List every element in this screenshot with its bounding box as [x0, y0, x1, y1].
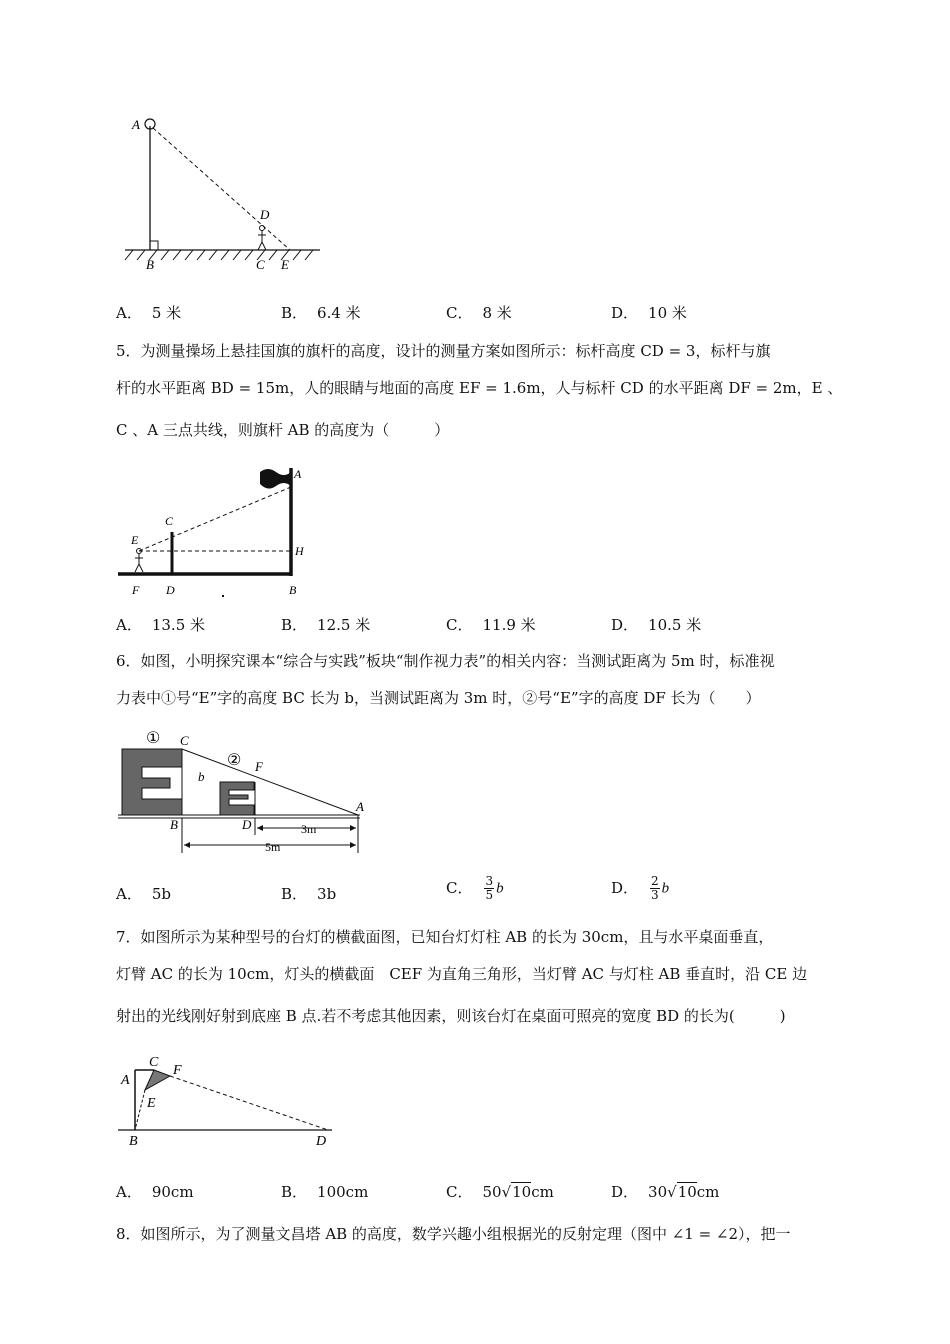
q6-label-c: C	[180, 733, 189, 748]
sqrt-icon: √	[667, 1183, 677, 1201]
q7-option-a[interactable]: A． 90cm	[116, 1183, 194, 1201]
q7-label-f: F	[173, 1063, 182, 1078]
q6-option-a[interactable]: A． 5b	[116, 885, 171, 903]
q4-option-a[interactable]: A． 5 米	[116, 304, 182, 322]
q7-label-c: C	[149, 1055, 159, 1070]
q5-line-3: C 、A 三点共线，则旗杆 AB 的高度为（ ）	[116, 421, 450, 439]
q5-line-1: 5．为测量操场上悬挂国旗的旗杆的高度，设计的测量方案如图所示：标杆高度 CD = 3，标杆与旗	[116, 342, 771, 360]
q4-label-c: C	[256, 257, 265, 272]
q6-label-d: D	[242, 817, 252, 832]
q5-option-c[interactable]: C． 11.9 米	[446, 616, 536, 634]
q5-label-b: B	[289, 583, 297, 597]
q7-label-a: A	[121, 1073, 130, 1088]
q6-label-5m: 5m	[265, 840, 281, 854]
q4-label-b: B	[146, 257, 154, 272]
q7-option-b[interactable]: B． 100cm	[281, 1183, 369, 1201]
q6-option-c[interactable]: C． $\frac{3}{5}$ b	[446, 874, 504, 902]
q5-label-f: F	[132, 583, 140, 597]
q7-line-1: 7．如图所示为某种型号的台灯的横截面图，已知台灯灯柱 AB 的长为 30cm，且与水平桌面垂直，	[116, 928, 774, 946]
q6-label-circle1: ①	[146, 730, 161, 747]
q6-line-2: 力表中①号“E”字的高度 BC 长为 b，当测试距离为 3m 时，②号“E”字的高度 DF 长为（ ）	[116, 689, 761, 707]
q4-option-c[interactable]: C． 8 米	[446, 304, 512, 322]
q6-fraction-d: $\frac{2}{3}$	[651, 874, 659, 902]
q4-label-a: A	[132, 117, 140, 132]
q4-label-d: D	[260, 207, 270, 222]
q7-label-d: D	[316, 1134, 327, 1149]
q7-label-e: E	[147, 1096, 156, 1111]
q7-line-2: 灯臂 AC 的长为 10cm，灯头的横截面 CEF 为直角三角形，当灯臂 AC 与灯柱 AB 垂直时，沿 CE 边	[116, 965, 808, 983]
q5-label-e: E	[131, 533, 139, 547]
q4-option-d[interactable]: D． 10 米	[611, 304, 687, 322]
q5-option-b[interactable]: B． 12.5 米	[281, 616, 371, 634]
q5-options	[116, 614, 836, 636]
q5-figure	[110, 460, 325, 605]
q5-label-h: H	[295, 544, 304, 558]
q6-label-f: F	[255, 759, 263, 774]
q5-label-d: D	[166, 583, 175, 597]
q7-label-b: B	[129, 1134, 138, 1149]
q7-option-c[interactable]: C． 50√10cm	[446, 1183, 554, 1201]
q6-label-3m: 3m	[301, 822, 317, 836]
q4-label-e: E	[281, 257, 289, 272]
q7-option-d[interactable]: D． 30√10cm	[611, 1183, 720, 1201]
q6-label-a: A	[356, 799, 364, 814]
q6-figure	[110, 725, 370, 855]
q5-label-a: A	[294, 467, 302, 481]
q5-line-2: 杆的水平距离 BD = 15m，人的眼睛与地面的高度 EF = 1.6m，人与标杆 CD 的水平距离 DF = 2m，E 、	[116, 379, 843, 397]
q6-option-d[interactable]: D． $\frac{2}{3}$ b	[611, 874, 670, 902]
q8-line-1: 8．如图所示，为了测量文昌塔 AB 的高度，数学兴趣小组根据光的反射定理（图中 ∠1 = ∠2），把一	[116, 1225, 791, 1243]
q6-label-bpt: B	[170, 817, 178, 832]
q6-options	[116, 875, 836, 915]
q4-option-b[interactable]: B． 6.4 米	[281, 304, 361, 322]
q6-label-b: b	[198, 769, 205, 784]
q6-fraction-c: $\frac{3}{5}$	[485, 874, 494, 902]
q5-option-a[interactable]: A． 13.5 米	[116, 616, 206, 634]
q5-option-d[interactable]: D． 10.5 米	[611, 616, 702, 634]
q4-options	[116, 302, 836, 324]
q5-label-c: C	[165, 514, 174, 528]
q7-options	[116, 1181, 836, 1203]
sqrt-icon: √	[501, 1183, 512, 1201]
q6-line-1: 6．如图，小明探究课本“综合与实践”板块“制作视力表”的相关内容：当测试距离为 5m 时，标准视	[116, 652, 775, 670]
q7-line-3: 射出的光线刚好射到底座 B 点.若不考虑其他因素，则该台灯在桌面可照亮的宽度 BD 的长为( )	[116, 1007, 786, 1025]
q7-figure	[110, 1050, 350, 1150]
q4-figure	[115, 110, 325, 275]
q6-label-circle2: ②	[227, 752, 242, 769]
q6-option-b[interactable]: B． 3b	[281, 885, 337, 903]
